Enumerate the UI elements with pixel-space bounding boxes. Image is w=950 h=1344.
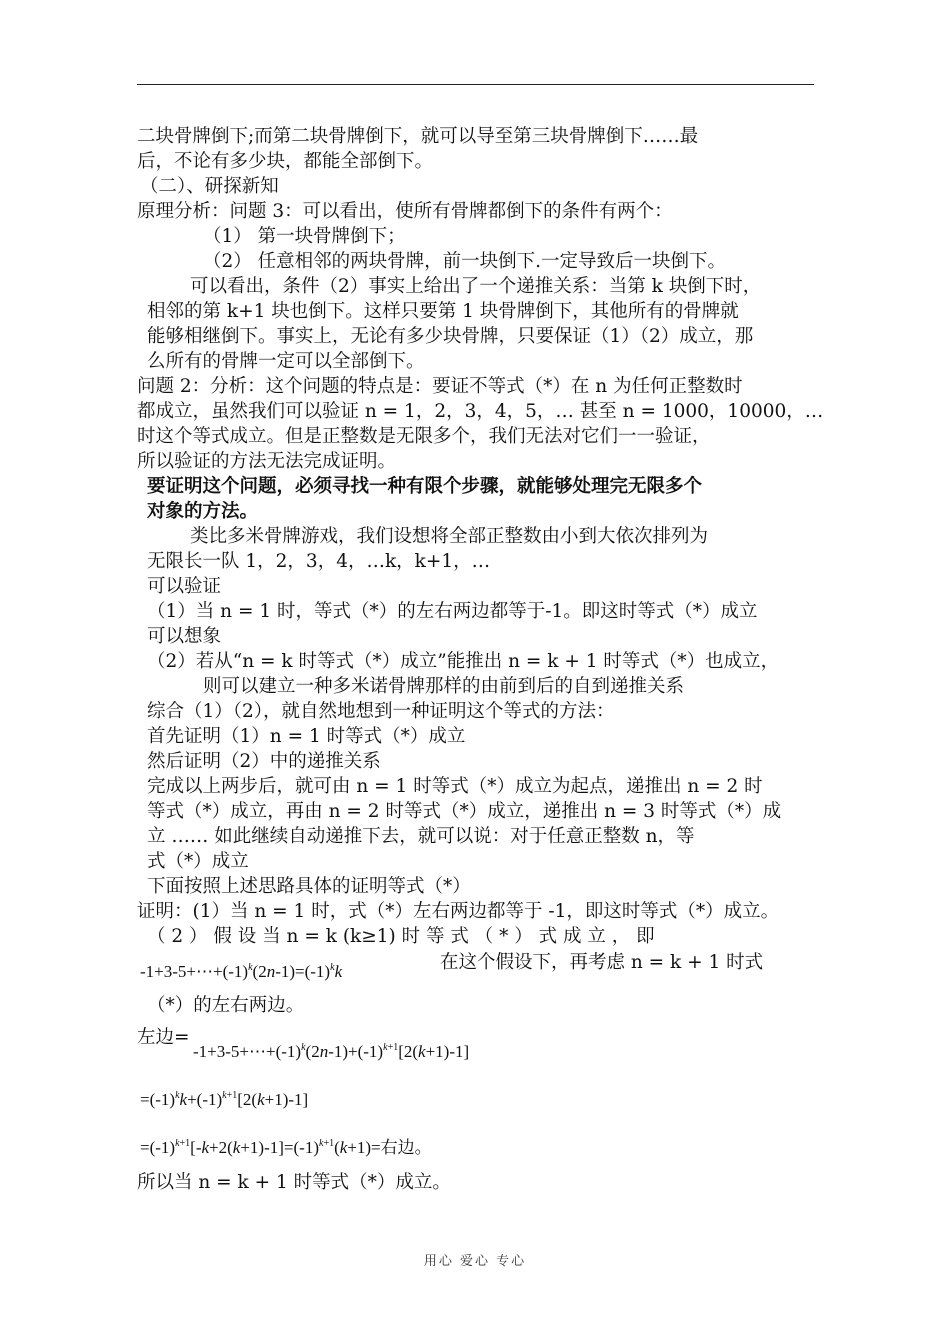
text-line: 类比多米骨牌游戏，我们设想将全部正整数由小到大依次排列为 — [190, 526, 709, 547]
text-line: 原理分析：问题 3：可以看出，使所有骨牌都倒下的条件有两个： — [137, 201, 673, 222]
text-line: 相邻的第 k+1 块也倒下。这样只要第 1 块骨牌倒下，其他所有的骨牌就 — [147, 301, 739, 322]
text-line: 式（*）成立 — [147, 851, 249, 872]
text-line: 等式（*）成立，再由 n = 2 时等式（*）成立，递推出 n = 3 时等式（*）成 — [147, 801, 782, 822]
text-line: 问题 2：分析：这个问题的特点是：要证不等式（*）在 n 为任何正整数时 — [137, 376, 743, 397]
step-formula: $=(-1)^kk+(-1)^{k+1}[2(k+1)-1]$ — [140, 1090, 309, 1109]
text-line: （ 2 ） 假 设 当 n = k (k≥1) 时 等 式 （ * ） 式 成 立 ， 即 — [147, 926, 655, 947]
text-line: 时这个等式成立。但是正整数是无限多个，我们无法对它们一一验证， — [137, 426, 711, 447]
condition-item: （2） 任意相邻的两块骨牌，前一块倒下.一定导致后一块倒下。 — [203, 251, 727, 272]
header-rule — [137, 84, 814, 85]
text-line: 可以想象 — [147, 626, 222, 647]
text-line: 在这个假设下，再考虑 n = k + 1 时式 — [440, 952, 764, 973]
text-line: 下面按照上述思路具体的证明等式（*） — [147, 876, 471, 897]
text-line: 完成以上两步后，就可由 n = 1 时等式（*）成立为起点，递推出 n = 2 时 — [147, 776, 763, 797]
text-line: 首先证明（1）n = 1 时等式（*）成立 — [147, 726, 466, 747]
left-side-formula: $-1+3-5+\cdots+(-1)^k(2n-1)+(-1)^{k+1}[2(k+1)-1]$ — [193, 1042, 470, 1061]
section-heading: （二）、研探新知 — [140, 176, 279, 197]
bold-statement: 要证明这个问题，必须寻找一种有限个步骤，就能够处理完无限多个 — [147, 476, 703, 497]
text-line: 则可以建立一种多米诺骨牌那样的由前到后的自到递推关系 — [203, 676, 685, 697]
bold-statement: 对象的方法。 — [147, 501, 259, 522]
text-line: 可以验证 — [147, 576, 222, 597]
text-line: 二块骨牌倒下;而第二块骨牌倒下，就可以导至第三块骨牌倒下……最 — [137, 126, 699, 147]
text-line: 证明：(1）当 n = 1 时，式（*）左右两边都等于 -1，即这时等式（*）成立。 — [137, 901, 780, 922]
text-line: 么所有的骨牌一定可以全部倒下。 — [147, 351, 425, 372]
text-line: 可以看出，条件（2）事实上给出了一个递推关系：当第 k 块倒下时， — [190, 276, 762, 297]
text-line: 所以验证的方法无法完成证明。 — [137, 451, 397, 472]
left-side-label: 左边= — [137, 1027, 190, 1048]
result-formula: $=(-1)^{k+1}[-k+2(k+1)-1]=(-1)^{k+1}(k+1)=$右边。 — [140, 1138, 432, 1157]
text-line: （2）若从“n = k 时等式（*）成立”能推出 n = k + 1 时等式（*）也成立， — [147, 651, 780, 672]
text-line: 能够相继倒下。事实上，无论有多少块骨牌，只要保证（1）（2）成立，那 — [147, 326, 754, 347]
text-line: 无限长一队 1，2，3，4，…k，k+1，… — [147, 551, 491, 572]
text-line: 立 …… 如此继续自动递推下去，就可以说：对于任意正整数 n，等 — [147, 826, 695, 847]
page-footer: 用心 爱心 专心 — [423, 1254, 527, 1269]
hypothesis-formula: $-1+3-5+\cdots+(-1)^k(2n-1)=(-1)^kk$ — [140, 962, 343, 981]
text-line: 都成立，虽然我们可以验证 n = 1，2，3，4，5，… 甚至 n = 1000，10000，… — [137, 401, 824, 422]
condition-item: （1） 第一块骨牌倒下； — [203, 226, 406, 247]
text-line: 后，不论有多少块，都能全部倒下。 — [137, 151, 434, 172]
text-line: （1）当 n = 1 时，等式（*）的左右两边都等于-1。即这时等式（*）成立 — [147, 601, 758, 622]
text-line: 然后证明（2）中的递推关系 — [147, 751, 381, 772]
text-line: （*）的左右两边。 — [147, 995, 305, 1016]
conclusion-line: 所以当 n = k + 1 时等式（*）成立。 — [137, 1172, 451, 1193]
text-line: 综合（1）（2），就自然地想到一种证明这个等式的方法： — [147, 701, 615, 722]
